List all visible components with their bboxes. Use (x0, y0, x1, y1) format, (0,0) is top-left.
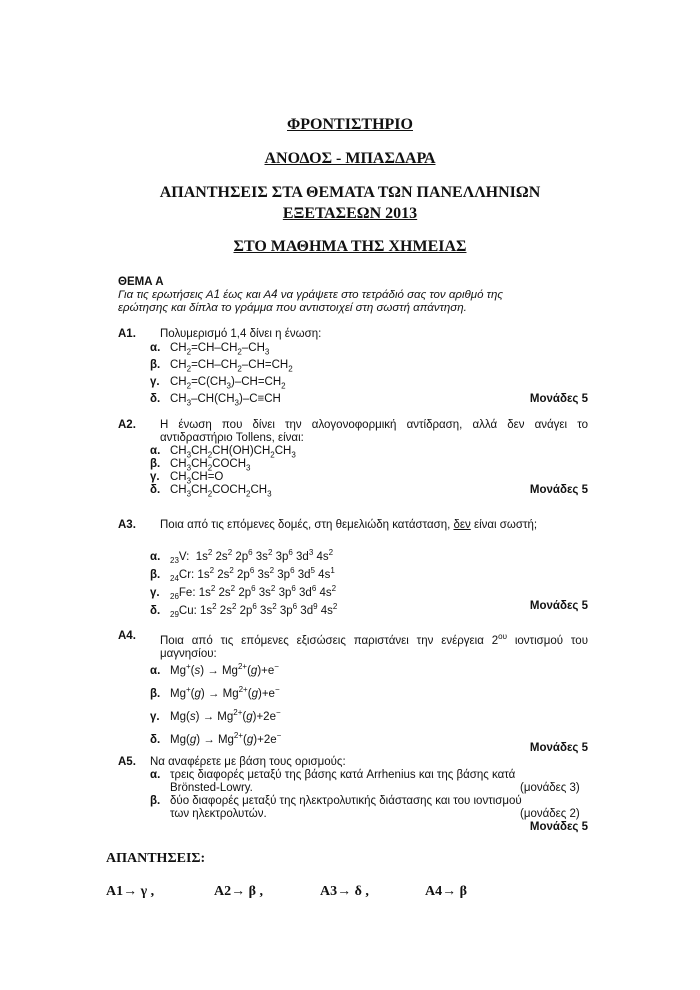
thema-title: ΘΕΜΑ Α (118, 276, 164, 288)
answers-title: ΑΠΑΝΤΗΣΕΙΣ: (106, 851, 206, 866)
a4-option-a: α. $Mg^+(s) \to Mg^{2+}(g)+e^-$ (150, 662, 279, 677)
a5-text: Να αναφέρετε με βάση τους ορισμούς: (150, 756, 346, 768)
a5-monades: Μονάδες 5 (529, 821, 588, 833)
header-line-3a: ΑΠΑΝΤΗΣΕΙΣ ΣΤΑ ΘΕΜΑΤΑ ΤΩΝ ΠΑΝΕΛΛΗΝΙΩΝ (159, 184, 541, 201)
a1-option-a: α. $CH_2=CH-CH_2-CH_3$ (150, 342, 270, 357)
a5-alpha-letter: α. (150, 769, 161, 781)
a3-option-d: δ. $_{29}$Cu: $1s^2$ $2s^2$ $2p^6$ $3s^2$ $3p^6$ $3d^9$ $4s^2$ (150, 602, 338, 620)
a3-text-neg: δεν (453, 519, 471, 531)
a1-option-a-letter: α. (150, 342, 161, 354)
a4-text-pre: Ποια από τις επόμενες εξισώσεις παριστάνει την ενέργεια 2 (160, 634, 499, 647)
a4-number: Α4. (118, 630, 136, 642)
thema-instruction-2: ερώτησης και δίπλα το γράμμα που αντιστοιχεί στη σωστή απάντηση. (118, 302, 467, 314)
a5-alpha-text-2: Brönsted-Lowry. (170, 782, 253, 794)
a4-option-a-letter: α. (150, 664, 161, 677)
a4-option-b-letter: β. (150, 687, 161, 700)
a3-option-c-letter: γ. (150, 586, 160, 599)
a2-option-b-letter: β. (150, 458, 161, 470)
a5-beta-letter: β. (150, 795, 161, 807)
a4-text-sup: ου (498, 632, 507, 641)
answer-a4: Α4→ β (425, 884, 467, 899)
header-line-1: ΦΡΟΝΤΙΣΤΗΡΙΟ (287, 116, 413, 133)
header-line-4: ΣΤΟ ΜΑΘΗΜΑ ΤΗΣ ΧΗΜΕΙΑΣ (233, 238, 467, 255)
a4-option-c: γ. $Mg(s) \to Mg^{2+}(g)+2e^-$ (150, 708, 281, 723)
a4-text (160, 630, 588, 661)
a1-number: Α1. (118, 328, 136, 340)
a2-option-c: γ. $CH_3CH=O$ (150, 471, 224, 486)
a4-option-b: β. $Mg^+(g) \to Mg^{2+}(g)+e^-$ (150, 685, 280, 700)
a3-option-b-letter: β. (150, 568, 161, 581)
a4-option-d: δ. $Mg(g) \to Mg^{2+}(g)+2e^-$ (150, 731, 282, 746)
a3-option-b: β. $_{24}$Cr: $1s^2$ $2s^2$ $2p^6$ $3s^2$ $3p^6$ $3d^5$ $4s^1$ (150, 566, 335, 584)
answer-a3: Α3→ δ , (320, 884, 369, 899)
a4-monades: Μονάδες 5 (529, 742, 588, 754)
a1-option-c-letter: γ. (150, 376, 160, 388)
header-line-2: ΑΝΟΔΟΣ - ΜΠΑΣΔΑΡΑ (264, 150, 436, 167)
a3-text-post: είναι σωστή; (470, 519, 538, 531)
a3-number: Α3. (118, 519, 136, 531)
a1-monades: Μονάδες 5 (529, 393, 588, 405)
a5-beta-text-1: δύο διαφορές μεταξύ της ηλεκτρολυτικής διάστασης και του ιοντισμού (170, 795, 522, 807)
a4-text-post: ιοντισμού του μαγνησίου: (160, 634, 588, 660)
a5-beta-points: (μονάδες 2) (520, 808, 580, 820)
a1-option-d-letter: δ. (150, 393, 161, 405)
a1-option-b: β. $CH_2=CH-CH_2-CH=CH_2$ (150, 359, 293, 374)
header-line-3b: ΕΞΕΤΑΣΕΩΝ 2013 (282, 205, 418, 222)
a1-option-b-letter: β. (150, 359, 161, 371)
thema-instruction-1: Για τις ερωτήσεις Α1 έως και Α4 να γράψετε στο τετράδιό σας τον αριθμό της (118, 289, 503, 301)
a5-number: Α5. (118, 756, 136, 768)
a5-beta-text-2: των ηλεκτρολυτών. (170, 808, 267, 820)
a4-option-d-letter: δ. (150, 733, 161, 746)
a3-text-pre: Ποια από τις επόμενες δομές, στη θεμελιώδη κατάσταση, (160, 519, 454, 531)
a2-option-a-letter: α. (150, 445, 161, 457)
a2-option-b: β. $CH_3CH_2COCH_3$ (150, 458, 251, 473)
a2-number: Α2. (118, 419, 136, 431)
a2-option-c-letter: γ. (150, 471, 160, 483)
a1-option-d: δ. $CH_3-CH(CH_3)-C\equiv CH$ (150, 393, 281, 408)
answer-a2: Α2→ β , (214, 884, 263, 899)
a2-text: Η ένωση που δίνει την αλογονοφορμική αντίδραση, αλλά δεν ανάγει το αντιδραστήριο Tollens, είναι: (160, 419, 588, 444)
a3-text (160, 519, 588, 532)
a4-option-c-letter: γ. (150, 710, 160, 723)
answer-a1: Α1→ γ , (106, 884, 155, 899)
a3-option-d-letter: δ. (150, 604, 161, 617)
a1-text: Πολυμερισμό 1,4 δίνει η ένωση: (160, 328, 322, 340)
a5-alpha-text-1: τρεις διαφορές μεταξύ της βάσης κατά Arrhenius και της βάσης κατά (170, 769, 516, 781)
a1-option-c: γ. $CH_2=C(CH_3)-CH=CH_2$ (150, 376, 286, 391)
a5-alpha-points: (μονάδες 3) (520, 782, 580, 794)
a2-monades: Μονάδες 5 (529, 484, 588, 496)
a3-option-a-letter: α. (150, 550, 161, 563)
a2-option-d-letter: δ. (150, 484, 161, 496)
a2-option-d: δ. $CH_3CH_2COCH_2CH_3$ (150, 484, 272, 499)
a2-option-a: α. $CH_3CH_2CH(OH)CH_2CH_3$ (150, 445, 296, 460)
a3-monades: Μονάδες 5 (529, 600, 588, 612)
a3-option-a: α. $_{23}$V: $1s^2$ $2s^2$ $2p^6$ $3s^2$ $3p^6$ $3d^3$ $4s^2$ (150, 548, 334, 566)
a3-option-c: γ. $_{26}$Fe: $1s^2$ $2s^2$ $2p^6$ $3s^2$ $3p^6$ $3d^6$ $4s^2$ (150, 584, 337, 602)
